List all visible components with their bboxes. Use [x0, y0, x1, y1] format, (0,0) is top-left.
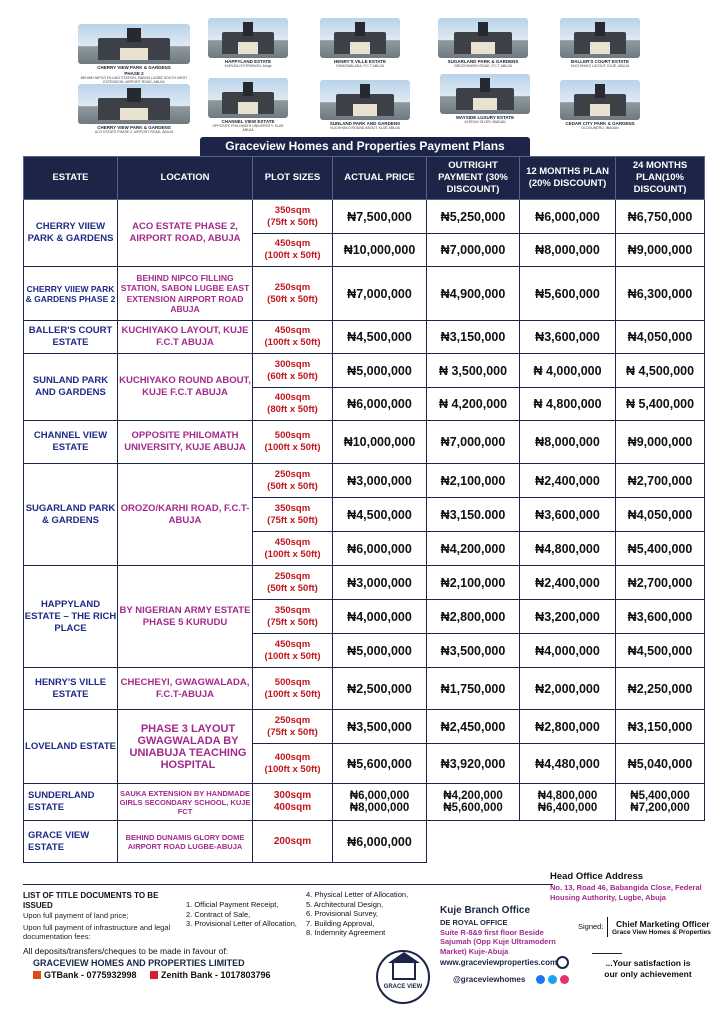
12-month-price: ₦ 4,800,000: [520, 388, 616, 421]
thumb-cherry-view: CHERRY VIEW PARK & GARDENS ACO ESTATE PHASE 2, AIRPORT ROAD, ABUJA: [78, 84, 190, 134]
24-month-price: ₦5,400,000: [616, 532, 705, 566]
24-month-price: ₦ 4,500,000: [616, 354, 705, 388]
empty-cell: [616, 821, 705, 863]
24-month-price: ₦3,600,000: [616, 600, 705, 634]
12-month-price: ₦2,400,000: [520, 464, 616, 498]
estate-name: GRACE VIEW ESTATE: [24, 821, 118, 863]
24-month-price: ₦4,500,000: [616, 634, 705, 668]
12-month-price: ₦4,800,000: [520, 532, 616, 566]
table-row: [24, 464, 705, 498]
plot-size: 350sqm (75ft x 50ft): [253, 200, 333, 234]
estate-name: SUNLAND PARK AND GARDENS: [24, 354, 118, 421]
col-header-estate: ESTATE: [24, 157, 118, 200]
kuje-branch-title: Kuje Branch Office: [440, 905, 531, 916]
outright-price: ₦ 4,200,000: [427, 388, 520, 421]
table-row: [24, 321, 705, 354]
estate-location: KUCHIYAKO LAYOUT, KUJE F.C.T ABUJA: [118, 321, 253, 354]
estate-location: ACO ESTATE PHASE 2, AIRPORT ROAD, ABUJA: [118, 200, 253, 267]
estate-name: SUNDERLAND ESTATE: [24, 784, 118, 821]
plot-size: 400sqm (80ft x 50ft): [253, 388, 333, 421]
estate-location: BEHIND DUNAMIS GLORY DOME AIRPORT ROAD LUGBE-ABUJA: [118, 821, 253, 863]
list-item: 6. Provisional Survey,: [306, 909, 378, 918]
table-row: [24, 421, 705, 464]
plot-size: 400sqm (100ft x 50ft): [253, 744, 333, 784]
24-month-price: ₦9,000,000: [616, 421, 705, 464]
12-month-price: ₦3,200,000: [520, 600, 616, 634]
actual-price: ₦7,000,000: [333, 267, 427, 321]
zenith-icon: [150, 971, 158, 979]
24-month-price: ₦2,700,000: [616, 566, 705, 600]
actual-price: ₦3,500,000: [333, 710, 427, 744]
12-month-price: ₦4,800,000 ₦6,400,000: [520, 784, 616, 821]
table-row: [24, 821, 705, 863]
estate-name: LOVELAND ESTATE: [24, 710, 118, 784]
table-header-row: [24, 157, 705, 200]
12-month-price: ₦3,600,000: [520, 321, 616, 354]
documents-list-a: [186, 900, 306, 929]
actual-price: ₦6,000,000: [333, 388, 427, 421]
table-row: [24, 267, 705, 321]
24-month-price: ₦9,000,000: [616, 234, 705, 267]
outright-price: ₦3,920,000: [427, 744, 520, 784]
actual-price: ₦10,000,000: [333, 234, 427, 267]
title-documents-heading: LIST OF TITLE DOCUMENTS TO BE ISSUED: [23, 891, 159, 910]
bank-zenith: Zenith Bank - 1017803796: [150, 970, 271, 980]
thumb-cedar-city: CEDAR CITY PARK & GARDENS OLOGUNERU, IBADAN: [560, 80, 640, 130]
estate-name: CHANNEL VIEW ESTATE: [24, 421, 118, 464]
signature: [592, 944, 622, 954]
estate-photo: [78, 24, 190, 64]
col-header-plot-sizes: PLOT SIZES: [253, 157, 333, 200]
12-month-price: ₦6,000,000: [520, 200, 616, 234]
head-office-title: Head Office Address: [550, 871, 644, 882]
social-handle[interactable]: @graceviewhomes: [453, 975, 526, 984]
table-row: [24, 668, 705, 710]
table-row: [24, 784, 705, 821]
estate-photo: [560, 80, 640, 120]
estate-location: BEHIND NIPCO FILLING STATION, SABON LUGBE EAST EXTENSION AIRPORT ROAD ABUJA: [118, 267, 253, 321]
table-row: [24, 354, 705, 388]
estate-location: CHECHEYI, GWAGWALADA, F.C.T-ABUJA: [118, 668, 253, 710]
thumb-sugarland: SUGARLAND PARK & GARDENS OROZO/KARHI ROAD, F.C.T ABUJA: [438, 18, 528, 68]
cmo-company: Grace View Homes & Properties: [612, 929, 711, 936]
col-header-24-months: 24 MONTHS PLAN(10% DISCOUNT): [616, 157, 705, 200]
thumb-cherry-view-phase-2: CHERRY VIEW PARK & GARDENS PHASE 2 BEHIND NIPCO FILLING STATION, SABON LUGBE SOUTH-WEST EXTENSION, AIRPORT ROAD, ABUJA: [78, 24, 190, 84]
footer-divider: [23, 884, 553, 885]
plot-size: 250sqm (50ft x 50ft): [253, 566, 333, 600]
actual-price: ₦3,000,000: [333, 464, 427, 498]
payee-name: GRACEVIEW HOMES AND PROPERTIES LIMITED: [33, 958, 245, 968]
24-month-price: ₦2,250,000: [616, 668, 705, 710]
plot-size: 500sqm (100ft x 50ft): [253, 421, 333, 464]
list-item: 2. Contract of Sale,: [186, 909, 251, 919]
estate-thumbnails: [78, 8, 643, 138]
twitter-icon[interactable]: [548, 975, 557, 984]
actual-price: ₦4,500,000: [333, 498, 427, 532]
24-month-price: ₦4,050,000: [616, 321, 705, 354]
thumb-wayside: WAYSIDE LUXURY ESTATE AYEDUN OLORI, IBADAN: [440, 74, 530, 124]
col-header-location: LOCATION: [118, 157, 253, 200]
actual-price: ₦5,000,000: [333, 354, 427, 388]
estate-photo: [438, 18, 528, 58]
24-month-price: ₦5,040,000: [616, 744, 705, 784]
thumb-happyland: HAPPYLAND ESTATE KURUDU EXTENSION, Abuja: [208, 18, 288, 68]
12-month-price: ₦8,000,000: [520, 421, 616, 464]
list-item: 7. Building Approval,: [306, 918, 375, 928]
outright-price: ₦4,900,000: [427, 267, 520, 321]
actual-price: ₦6,000,000: [333, 532, 427, 566]
plot-size: 450sqm (100ft x 50ft): [253, 321, 333, 354]
actual-price: ₦6,000,000: [333, 821, 427, 863]
12-month-price: ₦ 4,000,000: [520, 354, 616, 388]
col-header-12-months: 12 MONTHS PLAN (20% DISCOUNT): [520, 157, 616, 200]
24-month-price: ₦2,700,000: [616, 464, 705, 498]
list-item: 3. Provisional Letter of Allocation,: [186, 919, 297, 928]
12-month-price: ₦2,400,000: [520, 566, 616, 600]
col-header-outright: OUTRIGHT PAYMENT (30% DISCOUNT): [427, 157, 520, 200]
outright-price: ₦ 3,500,000: [427, 354, 520, 388]
estate-photo: [440, 74, 530, 114]
list-item: 1. Official Payment Receipt,: [186, 900, 279, 909]
outright-price: ₦1,750,000: [427, 668, 520, 710]
plot-size: 350sqm (75ft x 50ft): [253, 600, 333, 634]
actual-price: ₦2,500,000: [333, 668, 427, 710]
empty-cell: [520, 821, 616, 863]
list-item: 5. Architectural Design,: [306, 899, 384, 909]
thumb-ballers-court: BALLER'S COURT ESTATE KUCHIYAKO LAYOUT, KUJE, ABUJA: [560, 18, 640, 68]
plot-size: 450sqm (100ft x 50ft): [253, 234, 333, 267]
estate-photo: [320, 18, 400, 58]
actual-price: ₦5,600,000: [333, 744, 427, 784]
estate-name: HAPPYLAND ESTATE – THE RICH PLACE: [24, 566, 118, 668]
payment-plans-title: Graceview Homes and Properties Payment Plans: [200, 137, 530, 156]
12-month-price: ₦5,600,000: [520, 267, 616, 321]
instagram-icon[interactable]: [560, 975, 569, 984]
estate-name: CHERRY VIIEW PARK & GARDENS: [24, 200, 118, 267]
outright-price: ₦3,150,000: [427, 321, 520, 354]
empty-cell: [427, 821, 520, 863]
list-item: 4. Physical Letter of Allocation,: [306, 890, 409, 899]
actual-price: ₦5,000,000: [333, 634, 427, 668]
plot-size: 500sqm (100ft x 50ft): [253, 668, 333, 710]
deposit-note: All deposits/transfers/cheques to be made in favour of:: [23, 946, 229, 956]
12-month-price: ₦8,000,000: [520, 234, 616, 267]
outright-price: ₦2,100,000: [427, 464, 520, 498]
24-month-price: ₦4,050,000: [616, 498, 705, 532]
12-month-price: ₦4,480,000: [520, 744, 616, 784]
bank-gtbank: GTBank - 0775932998: [33, 970, 137, 980]
estate-name: BALLER'S COURT ESTATE: [24, 321, 118, 354]
outright-price: ₦3,500,000: [427, 634, 520, 668]
head-office-address: No. 13, Road 46, Babangida Close, Federal Housing Authority, Lugbe, Abuja: [550, 883, 702, 902]
plot-size: 300sqm (60ft x 50ft): [253, 354, 333, 388]
slogan: ...Your satisfaction is our only achievement: [604, 958, 692, 979]
kuje-branch-address: DE ROYAL OFFICE Suite R-8&9 first floor Beside Sajumah (Opp Kuje Ultramodern Market) Kuje-Abuja: [440, 918, 556, 956]
table-row: [24, 710, 705, 744]
actual-price: ₦4,000,000: [333, 600, 427, 634]
house-icon: [392, 962, 416, 980]
outright-price: ₦4,200,000 ₦5,600,000: [427, 784, 520, 821]
actual-price: ₦6,000,000 ₦8,000,000: [333, 784, 427, 821]
plot-size: 250sqm (50ft x 50ft): [253, 267, 333, 321]
table-row: [24, 566, 705, 600]
thumb-sunland: SUNLAND PARK AND GARDENS KUCHIYAKO ROUND ABOUT, KUJE ABUJA: [320, 80, 410, 130]
estate-location: KUCHIYAKO ROUND ABOUT, KUJE F.C.T ABUJA: [118, 354, 253, 421]
plot-size: 250sqm (50ft x 50ft): [253, 464, 333, 498]
estate-location: PHASE 3 LAYOUT GWAGWALADA BY UNIABUJA TEACHING HOSPITAL: [118, 710, 253, 784]
issued-land-note: Upon full payment of land price;: [23, 911, 129, 920]
estate-name: SUGARLAND PARK & GARDENS: [24, 464, 118, 566]
estate-photo: [560, 18, 640, 58]
website-link[interactable]: www.graceviewproperties.com: [440, 958, 558, 967]
col-header-actual-price: ACTUAL PRICE: [333, 157, 427, 200]
plot-size: 300sqm 400sqm: [253, 784, 333, 821]
graceview-logo: GRACE VIEW: [376, 950, 430, 1004]
plot-size: 450sqm (100ft x 50ft): [253, 532, 333, 566]
estate-location: SAUKA EXTENSION BY HANDMADE GIRLS SECONDARY SCHOOL, KUJE FCT: [118, 784, 253, 821]
estate-name: CHERRY VIIEW PARK & GARDENS PHASE 2: [24, 267, 118, 321]
globe-icon: [556, 956, 569, 969]
outright-price: ₦3,150.000: [427, 498, 520, 532]
actual-price: ₦7,500,000: [333, 200, 427, 234]
estate-photo: [208, 78, 288, 118]
24-month-price: ₦6,300,000: [616, 267, 705, 321]
outright-price: ₦2,450,000: [427, 710, 520, 744]
estate-name: HENRY'S VILLE ESTATE: [24, 668, 118, 710]
signed-label: Signed:: [578, 922, 604, 931]
12-month-price: ₦2,000,000: [520, 668, 616, 710]
cmo-title: Chief Marketing Officer: [616, 919, 710, 929]
documents-list-b: [306, 890, 426, 938]
actual-price: ₦4,500,000: [333, 321, 427, 354]
plot-size: 350sqm (75ft x 50ft): [253, 498, 333, 532]
facebook-icon[interactable]: [536, 975, 545, 984]
estate-photo: [320, 80, 410, 120]
outright-price: ₦7,000,000: [427, 421, 520, 464]
thumb-henrys-ville: HENRY'S VILLE ESTATE GWAGWALADA, F.C.T ABUJA: [320, 18, 400, 68]
estate-location: BY NIGERIAN ARMY ESTATE PHASE 5 KURUDU: [118, 566, 253, 668]
24-month-price: ₦ 5,400,000: [616, 388, 705, 421]
actual-price: ₦10,000,000: [333, 421, 427, 464]
list-item: 8. Indemnity Agreement: [306, 928, 386, 937]
outright-price: ₦5,250,000: [427, 200, 520, 234]
24-month-price: ₦5,400,000 ₦7,200,000: [616, 784, 705, 821]
12-month-price: ₦3,600,000: [520, 498, 616, 532]
thumb-channel-view: CHANNEL VIEW ESTATE OPPOSITE PHILOMATH UNIVERSITY, KUJE ABUJA: [208, 78, 288, 132]
estate-location: OROZO/KARHI ROAD, F.C.T-ABUJA: [118, 464, 253, 566]
estate-photo: [208, 18, 288, 58]
plot-size: 450sqm (100ft x 50ft): [253, 634, 333, 668]
24-month-price: ₦6,750,000: [616, 200, 705, 234]
estate-location: OPPOSITE PHILOMATH UNIVERSITY, KUJE ABUJA: [118, 421, 253, 464]
12-month-price: ₦2,800,000: [520, 710, 616, 744]
outright-price: ₦2,100,000: [427, 566, 520, 600]
table-row: [24, 200, 705, 234]
24-month-price: ₦3,150,000: [616, 710, 705, 744]
plot-size: 250sqm (75ft x 50ft): [253, 710, 333, 744]
gtbank-icon: [33, 971, 41, 979]
outright-price: ₦2,800,000: [427, 600, 520, 634]
outright-price: ₦7,000,000: [427, 234, 520, 267]
actual-price: ₦3,000,000: [333, 566, 427, 600]
plot-size: 200sqm: [253, 821, 333, 863]
12-month-price: ₦4,000,000: [520, 634, 616, 668]
outright-price: ₦4,200,000: [427, 532, 520, 566]
estate-photo: [78, 84, 190, 124]
issued-infra-note: Upon full payment of infrastructure and legal documentation fees:: [23, 923, 171, 941]
payment-plans-table: [23, 156, 705, 863]
